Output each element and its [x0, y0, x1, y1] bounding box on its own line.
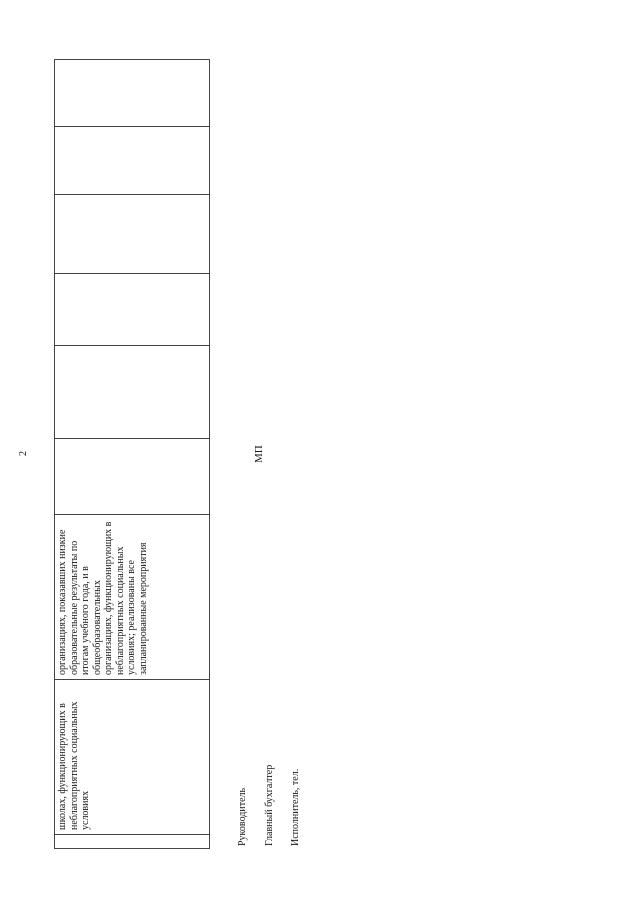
- stamp-label: МП: [253, 445, 265, 463]
- table-cell-empty: [55, 274, 209, 346]
- table-cell-empty: [55, 439, 209, 515]
- table-cell-empty: [55, 195, 209, 274]
- table-cell-empty: [55, 127, 209, 195]
- signature-chief-accountant: Главный бухгалтер: [264, 764, 275, 846]
- table-cell-empty: [55, 58, 209, 127]
- signature-executor: Исполнитель, тел.: [290, 768, 301, 846]
- page-number: 2: [18, 451, 29, 456]
- table-cell-empty: [55, 346, 209, 439]
- table-cell-number: [55, 835, 209, 848]
- signature-director: Руководитель: [237, 787, 248, 846]
- report-table: [54, 59, 210, 849]
- table-cell-indicator: школах, функционирующих в неблагоприятных социальных условиях: [55, 680, 209, 835]
- table-cell-result: организациях, показавших низкие образовательные результаты по итогам учебного года, и в общеобразовательных организациях, функционирующих в неблагоприятных социальных условиях; реализованы все запланированные мероприятия: [55, 515, 209, 680]
